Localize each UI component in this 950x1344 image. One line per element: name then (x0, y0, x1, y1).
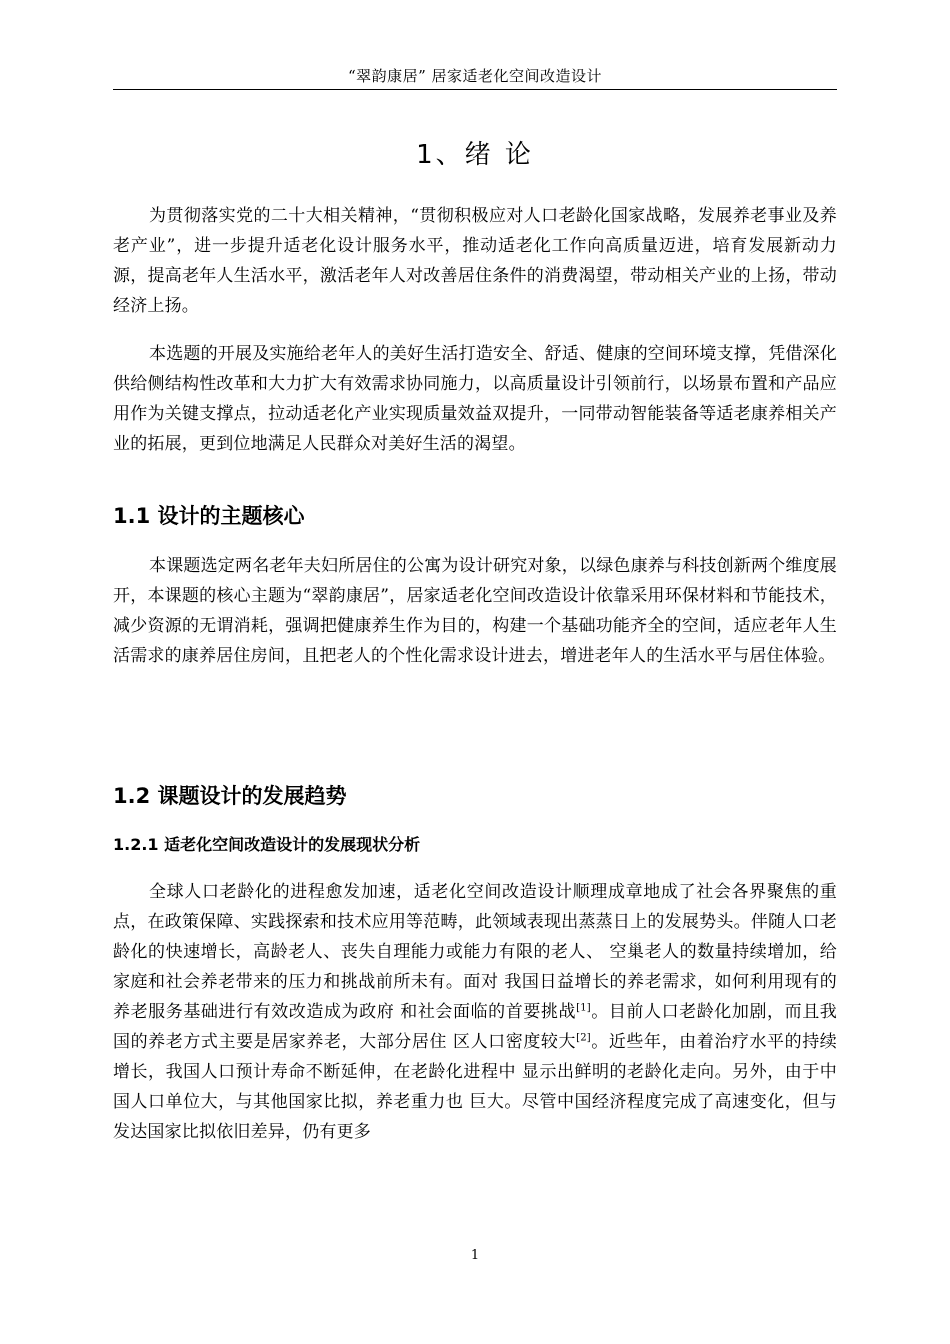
subsection-heading-1-2-1: 1.2.1 适老化空间改造设计的发展现状分析 (113, 835, 421, 854)
intro-paragraph-2: 本选题的开展及实施给老年人的美好生活打造安全、舒适、健康的空间环境支撑，凭借深化供给侧结构性改革和大力扩大有效需求协同施力，以高质量设计引领前行，以场景布置和产品应用作为关键支撑点，拉动适老化产业实现质量效益双提升，一同带动智能装备等适老康养相关产业的拓展，更到位地满足人民群众对美好生活的渴望。 (113, 344, 837, 454)
citation-1: [1] (576, 1002, 591, 1014)
section-1-1-paragraph: 本课题选定两名老年夫妇所居住的公寓为设计研究对象，以绿色康养与科技创新两个维度展开，本课题的核心主题为“翠韵康居”，居家适老化空间改造设计依靠采用环保材料和节能技术，减少资源的无谓消耗，强调把健康养生作为目的，构建一个基础功能齐全的空间，适应老年人生活需求的康养居住房间，且把老人的个性化需求设计进去，增进老年人的生活水平与居住体验。 (113, 556, 837, 666)
chapter-title: 1、绪 论 (416, 140, 534, 170)
paragraph-text-part-2: 。目前人口老龄化加剧，而且我国的养老方式主要是居家养老，大部分居住 区人口密度较大 (113, 1002, 837, 1052)
section-heading-1-1: 1.1 设计的主题核心 (113, 504, 305, 528)
page-number: 1 (470, 1248, 480, 1263)
section-1-2-1-paragraph (113, 877, 837, 1147)
paragraph-text-part-1: 全球人口老龄化的进程愈发加速，适老化空间改造设计顺理成章地成了社会各界聚焦的重点，在政策保障、实践探索和技术应用等范畴，此领域表现出蒸蒸日上的发展势头。伴随人口老龄化的快速增长，高龄老人、丧失自理能力或能力有限的老人、 空巢老人的数量持续增加，给家庭和社会养老带来的压力和挑战前所未有。面对 我国日益增长的养老需求，如何利用现有的养老服务基础进行有效改造成为政府 和社会面临的首要挑战 (113, 882, 837, 1022)
intro-paragraph-1: 为贯彻落实党的二十大相关精神，“贯彻积极应对人口老龄化国家战略，发展养老事业及养老产业”，进一步提升适老化设计服务水平，推动适老化工作向高质量迈进，培育发展新动力源，提高老年人生活水平，激活老年人对改善居住条件的消费渴望，带动相关产业的上扬，带动经济上扬。 (113, 206, 837, 316)
page-header: “翠韵康居” 居家适老化空间改造设计 (347, 67, 603, 85)
paragraph-text-part-3: 。近些年，由着治疗水平的持续增长，我国人口预计寿命不断延伸，在老龄化进程中 显示出鲜明的老龄化走向。另外，由于中国人口单位大，与其他国家比拟，养老重力也 巨大。尽管中国经济程度完成了高速变化，但与发达国家比拟依旧差异，仍有更多 (113, 1032, 837, 1142)
header-divider (113, 89, 837, 90)
section-heading-1-2: 1.2 课题设计的发展趋势 (113, 784, 347, 808)
citation-2: [2] (576, 1032, 591, 1044)
